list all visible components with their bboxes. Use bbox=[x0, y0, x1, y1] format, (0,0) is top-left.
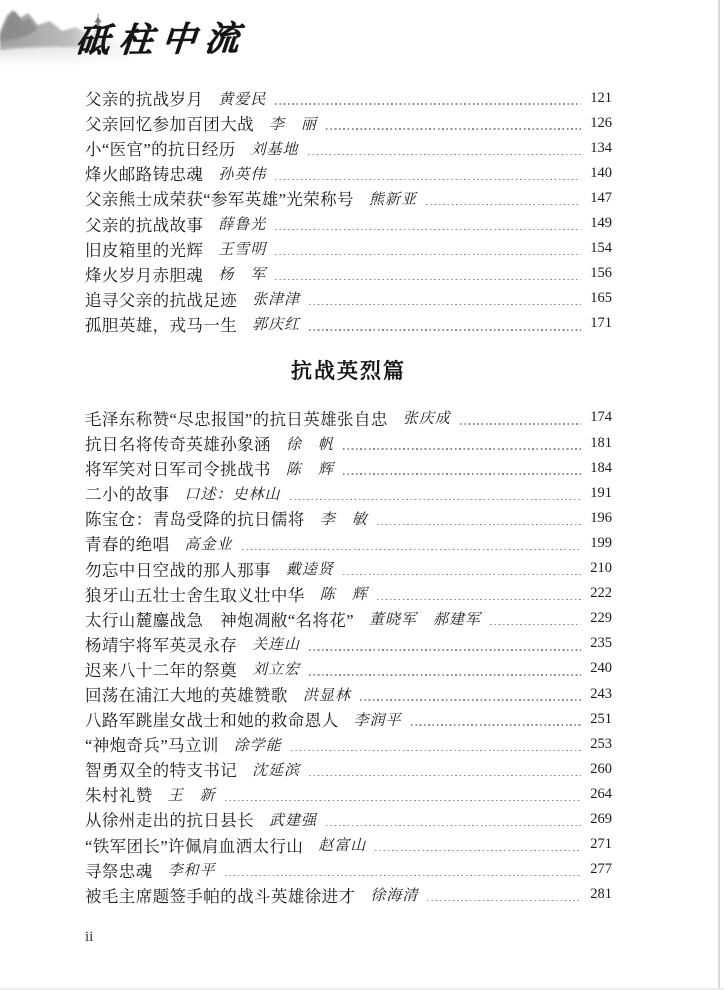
entry-author: 沈延滨 bbox=[252, 760, 301, 779]
entry-page-number: 191 bbox=[590, 484, 612, 501]
dot-leader bbox=[275, 179, 581, 180]
dot-leader bbox=[309, 304, 581, 305]
entry-page-number: 240 bbox=[590, 660, 612, 677]
toc-entry bbox=[85, 186, 612, 211]
dot-leader bbox=[309, 775, 581, 776]
entry-title: 寻祭忠魂 bbox=[85, 861, 153, 881]
entry-title: 被毛主席题签手帕的战斗英雄徐进才 bbox=[85, 886, 356, 906]
entry-author: 口述：史林山 bbox=[184, 484, 281, 503]
entry-title: 父亲的抗战故事 bbox=[85, 215, 204, 235]
entry-author: 杨 军 bbox=[218, 265, 267, 284]
dot-leader bbox=[309, 649, 581, 650]
dot-leader bbox=[411, 724, 581, 725]
toc-section-heroes bbox=[85, 405, 612, 907]
entry-page-number: 210 bbox=[590, 560, 612, 577]
entry-author: 赵富山 bbox=[318, 836, 367, 855]
toc-entry bbox=[85, 311, 612, 336]
dot-leader bbox=[290, 499, 581, 500]
entry-author: 李 丽 bbox=[269, 114, 318, 133]
entry-title: 回荡在浦江大地的英雄赞歌 bbox=[85, 686, 288, 706]
entry-page-number: 171 bbox=[590, 315, 612, 332]
entry-author: 张庆成 bbox=[402, 409, 451, 428]
toc-entry bbox=[85, 681, 612, 706]
entry-page-number: 277 bbox=[590, 861, 612, 878]
entry-page-number: 264 bbox=[590, 785, 612, 802]
entry-page-number: 174 bbox=[590, 409, 612, 426]
entry-page-number: 134 bbox=[590, 139, 612, 156]
entry-author: 郭庆红 bbox=[252, 315, 301, 334]
entry-title: 朱村礼赞 bbox=[85, 786, 153, 806]
entry-title: 勿忘中日空战的那人那事 bbox=[85, 560, 271, 580]
dot-leader bbox=[377, 524, 581, 525]
entry-page-number: 165 bbox=[590, 290, 612, 307]
entry-title: 追寻父亲的抗战足迹 bbox=[85, 290, 238, 310]
entry-page-number: 222 bbox=[590, 585, 612, 602]
toc-entry bbox=[85, 556, 612, 581]
dot-leader bbox=[308, 154, 581, 155]
entry-author: 徐海清 bbox=[370, 886, 419, 905]
toc-entry bbox=[85, 581, 612, 606]
toc-entry bbox=[85, 832, 612, 857]
entry-page-number: 147 bbox=[590, 189, 612, 206]
entry-author: 刘基地 bbox=[250, 139, 299, 158]
entry-author: 李润平 bbox=[353, 710, 402, 729]
entry-author: 戴逵贤 bbox=[285, 560, 334, 579]
toc-entry bbox=[85, 732, 612, 757]
entry-title: 青春的绝唱 bbox=[85, 535, 170, 555]
entry-author: 洪显林 bbox=[302, 685, 351, 704]
entry-title: 抗日名将传奇英雄孙象涵 bbox=[85, 435, 271, 455]
toc-entry bbox=[85, 286, 612, 311]
entry-page-number: 251 bbox=[590, 710, 612, 727]
toc-entry bbox=[85, 656, 612, 681]
entry-author: 武建强 bbox=[269, 810, 318, 829]
entry-title: 父亲的抗战岁月 bbox=[85, 90, 204, 110]
page-right-edge bbox=[718, 0, 720, 990]
dot-leader bbox=[309, 674, 581, 675]
toc-entry bbox=[85, 882, 612, 907]
section-heading: 抗战英烈篇 bbox=[291, 359, 406, 384]
toc-entry bbox=[85, 456, 612, 481]
entry-page-number: 243 bbox=[590, 685, 612, 702]
entry-page-number: 199 bbox=[590, 534, 612, 551]
toc-section-continued bbox=[85, 86, 612, 337]
entry-author: 孙英伟 bbox=[218, 164, 267, 183]
entry-title: 杨靖宇将军英灵永存 bbox=[85, 635, 238, 655]
book-title-calligraphy: 砥柱中流 bbox=[73, 18, 250, 62]
entry-title: 毛泽东称赞“尽忠报国”的抗日英雄张自忠 bbox=[85, 409, 388, 429]
entry-author: 陈 辉 bbox=[319, 585, 368, 604]
dot-leader bbox=[343, 448, 581, 449]
toc-entry bbox=[85, 807, 612, 832]
entry-author: 关连山 bbox=[252, 635, 301, 654]
entry-title: 孤胆英雄，戎马一生 bbox=[85, 315, 238, 335]
dot-leader bbox=[360, 699, 581, 700]
toc-entry bbox=[85, 481, 612, 506]
toc-entry bbox=[85, 405, 612, 430]
entry-title: “铁军团长”许佩肩血洒太行山 bbox=[85, 836, 304, 856]
dot-leader bbox=[490, 624, 581, 625]
dot-leader bbox=[343, 574, 581, 575]
entry-author: 熊新亚 bbox=[368, 189, 417, 208]
entry-page-number: 271 bbox=[590, 836, 612, 853]
entry-title: 父亲回忆参加百团大战 bbox=[85, 115, 254, 135]
entry-title: 从徐州走出的抗日县长 bbox=[85, 811, 254, 831]
entry-title: 二小的故事 bbox=[85, 485, 170, 505]
dot-leader bbox=[326, 128, 581, 129]
toc-entry bbox=[85, 782, 612, 807]
dot-leader bbox=[426, 204, 581, 205]
entry-title: 智勇双全的特支书记 bbox=[85, 761, 238, 781]
entry-author: 李 敏 bbox=[319, 509, 368, 528]
dot-leader bbox=[326, 825, 581, 826]
entry-page-number: 126 bbox=[590, 114, 612, 131]
toc-entry bbox=[85, 431, 612, 456]
entry-author: 王 新 bbox=[167, 785, 216, 804]
entry-title: 烽火邮路铸忠魂 bbox=[85, 165, 204, 185]
toc-entry bbox=[85, 857, 612, 882]
dot-leader bbox=[225, 875, 581, 876]
entry-title: 太行山麓鏖战急 神炮凋敝“名将花” bbox=[85, 610, 354, 630]
entry-author: 董晓军 郝建军 bbox=[368, 610, 481, 629]
dot-leader bbox=[275, 229, 581, 230]
entry-page-number: 149 bbox=[590, 215, 612, 232]
dot-leader bbox=[427, 900, 581, 901]
toc-entry bbox=[85, 111, 612, 136]
entry-author: 薛鲁光 bbox=[218, 215, 267, 234]
entry-author: 陈 辉 bbox=[285, 459, 334, 478]
entry-title: 狼牙山五壮士舍生取义壮中华 bbox=[85, 585, 305, 605]
entry-page-number: 281 bbox=[590, 886, 612, 903]
entry-title: 迟来八十二年的祭奠 bbox=[85, 660, 238, 680]
toc-entry bbox=[85, 757, 612, 782]
toc-entry bbox=[85, 161, 612, 186]
dot-leader bbox=[275, 279, 581, 280]
entry-title: 烽火岁月赤胆魂 bbox=[85, 265, 204, 285]
entry-page-number: 196 bbox=[590, 509, 612, 526]
entry-page-number: 140 bbox=[590, 164, 612, 181]
toc-entry bbox=[85, 236, 612, 261]
entry-author: 涂学能 bbox=[233, 735, 282, 754]
entry-title: 旧皮箱里的光辉 bbox=[85, 240, 204, 260]
entry-title: 将军笑对日军司令挑战书 bbox=[85, 460, 271, 480]
entry-title: 陈宝仓：青岛受降的抗日儒将 bbox=[85, 510, 305, 530]
toc-entry bbox=[85, 506, 612, 531]
entry-title: 父亲熊士成荣获“参军英雄”光荣称号 bbox=[85, 190, 354, 210]
entry-author: 徐 帆 bbox=[285, 434, 334, 453]
dot-leader bbox=[460, 423, 581, 424]
dot-leader bbox=[375, 850, 581, 851]
entry-author: 高金业 bbox=[184, 534, 233, 553]
toc-entry bbox=[85, 86, 612, 111]
entry-author: 王雪明 bbox=[218, 240, 267, 259]
dot-leader bbox=[309, 329, 581, 330]
dot-leader bbox=[275, 103, 581, 104]
dot-leader bbox=[291, 750, 581, 751]
dot-leader bbox=[275, 254, 581, 255]
toc-entry bbox=[85, 631, 612, 656]
entry-author: 张津津 bbox=[252, 290, 301, 309]
toc-entry bbox=[85, 606, 612, 631]
toc-content bbox=[85, 86, 612, 908]
entry-page-number: 229 bbox=[590, 610, 612, 627]
entry-title: 小“医官”的抗日经历 bbox=[85, 140, 236, 160]
dot-leader bbox=[242, 549, 581, 550]
toc-entry bbox=[85, 211, 612, 236]
entry-title: “神炮奇兵”马立训 bbox=[85, 736, 219, 756]
entry-page-number: 235 bbox=[590, 635, 612, 652]
toc-entry bbox=[85, 531, 612, 556]
entry-author: 李和平 bbox=[167, 861, 216, 880]
dot-leader bbox=[343, 473, 581, 474]
entry-page-number: 156 bbox=[590, 265, 612, 282]
entry-page-number: 184 bbox=[590, 459, 612, 476]
folio-page-number: ii bbox=[85, 929, 94, 945]
entry-page-number: 154 bbox=[590, 240, 612, 257]
entry-author: 刘立宏 bbox=[252, 660, 301, 679]
entry-page-number: 269 bbox=[590, 810, 612, 827]
toc-entry bbox=[85, 707, 612, 732]
entry-page-number: 121 bbox=[590, 89, 612, 106]
dot-leader bbox=[377, 599, 581, 600]
toc-entry bbox=[85, 136, 612, 161]
toc-entry bbox=[85, 261, 612, 286]
entry-page-number: 181 bbox=[590, 434, 612, 451]
entry-page-number: 260 bbox=[590, 760, 612, 777]
entry-title: 八路军跳崖女战士和她的救命恩人 bbox=[85, 711, 339, 731]
entry-page-number: 253 bbox=[590, 735, 612, 752]
entry-author: 黄爱民 bbox=[218, 89, 267, 108]
dot-leader bbox=[225, 800, 581, 801]
